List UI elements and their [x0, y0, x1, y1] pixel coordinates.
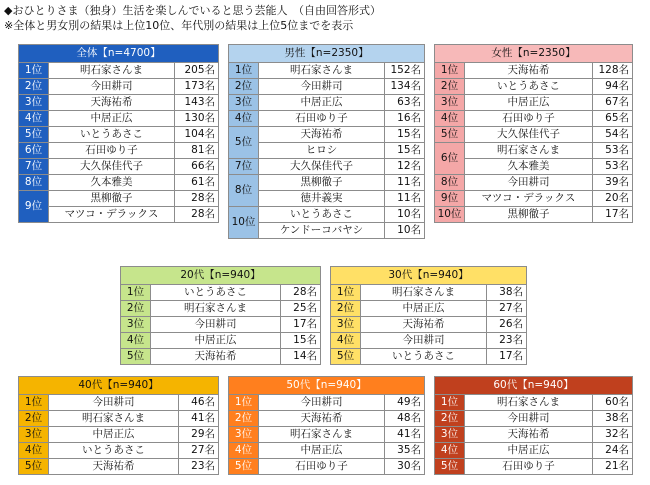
name-cell: ヒロシ: [259, 143, 385, 159]
rank-cell: 3位: [19, 95, 49, 111]
name-cell: 黒柳徹子: [259, 175, 385, 191]
count-cell: 29名: [179, 427, 219, 443]
name-cell: 今田耕司: [465, 411, 593, 427]
count-cell: 67名: [593, 95, 633, 111]
name-cell: 久本雅美: [465, 159, 593, 175]
name-cell: 今田耕司: [465, 175, 593, 191]
rank-cell: 1位: [229, 395, 259, 411]
count-cell: 28名: [281, 285, 321, 301]
note-line: ※全体と男女別の結果は上位10位、年代別の結果は上位5位までを表示: [4, 19, 354, 32]
count-cell: 20名: [593, 191, 633, 207]
count-cell: 27名: [487, 301, 527, 317]
name-cell: マツコ・デラックス: [465, 191, 593, 207]
rank-cell: 6位: [19, 143, 49, 159]
name-cell: 明石家さんま: [259, 63, 385, 79]
table-female: [434, 44, 633, 223]
table-20s: [120, 266, 321, 365]
name-cell: 大久保佳代子: [259, 159, 385, 175]
rank-cell: 3位: [331, 317, 361, 333]
name-cell: 天海祐希: [49, 459, 179, 475]
name-cell: 今田耕司: [151, 317, 281, 333]
rank-cell: 1位: [331, 285, 361, 301]
count-cell: 17名: [593, 207, 633, 223]
count-cell: 24名: [593, 443, 633, 459]
rank-cell: 2位: [331, 301, 361, 317]
table-50s: [228, 376, 425, 475]
rank-cell: 1位: [121, 285, 151, 301]
name-cell: 天海祐希: [361, 317, 487, 333]
count-cell: 15名: [281, 333, 321, 349]
name-cell: 中居正広: [49, 111, 175, 127]
count-cell: 134名: [385, 79, 425, 95]
name-cell: 明石家さんま: [465, 395, 593, 411]
count-cell: 53名: [593, 159, 633, 175]
table-header: 男性【n=2350】: [229, 45, 425, 63]
rank-cell: 3位: [435, 95, 465, 111]
name-cell: 石田ゆり子: [465, 111, 593, 127]
rank-cell: 7位: [19, 159, 49, 175]
table-male: [228, 44, 425, 239]
rank-cell: 5位: [435, 459, 465, 475]
rank-cell: 2位: [229, 79, 259, 95]
table-header: 20代【n=940】: [121, 267, 321, 285]
count-cell: 11名: [385, 175, 425, 191]
name-cell: 天海祐希: [151, 349, 281, 365]
rank-cell: 1位: [19, 395, 49, 411]
count-cell: 53名: [593, 143, 633, 159]
rank-cell: 7位: [229, 159, 259, 175]
name-cell: 中居正広: [465, 443, 593, 459]
name-cell: 今田耕司: [259, 395, 385, 411]
name-cell: マツコ・デラックス: [49, 207, 175, 223]
rank-cell: 4位: [19, 443, 49, 459]
name-cell: いとうあさこ: [361, 349, 487, 365]
name-cell: 石田ゆり子: [259, 111, 385, 127]
rank-cell: 3位: [435, 427, 465, 443]
rank-cell: 10位: [435, 207, 465, 223]
rank-cell: 3位: [19, 427, 49, 443]
rank-cell: 4位: [19, 111, 49, 127]
name-cell: 明石家さんま: [151, 301, 281, 317]
name-cell: 大久保佳代子: [465, 127, 593, 143]
name-cell: 黒柳徹子: [465, 207, 593, 223]
count-cell: 152名: [385, 63, 425, 79]
count-cell: 39名: [593, 175, 633, 191]
count-cell: 26名: [487, 317, 527, 333]
count-cell: 60名: [593, 395, 633, 411]
count-cell: 27名: [179, 443, 219, 459]
name-cell: 石田ゆり子: [259, 459, 385, 475]
count-cell: 173名: [175, 79, 219, 95]
table-header: 60代【n=940】: [435, 377, 633, 395]
count-cell: 23名: [179, 459, 219, 475]
table-header: 30代【n=940】: [331, 267, 527, 285]
rank-cell: 2位: [435, 411, 465, 427]
rank-cell: 5位: [229, 127, 259, 159]
rank-cell: 3位: [229, 427, 259, 443]
name-cell: 中居正広: [259, 95, 385, 111]
rank-cell: 5位: [121, 349, 151, 365]
name-cell: 中居正広: [259, 443, 385, 459]
count-cell: 38名: [593, 411, 633, 427]
count-cell: 41名: [179, 411, 219, 427]
rank-cell: 4位: [435, 111, 465, 127]
count-cell: 66名: [175, 159, 219, 175]
count-cell: 143名: [175, 95, 219, 111]
name-cell: 明石家さんま: [465, 143, 593, 159]
count-cell: 63名: [385, 95, 425, 111]
name-cell: 石田ゆり子: [465, 459, 593, 475]
name-cell: 明石家さんま: [49, 63, 175, 79]
rank-cell: 1位: [435, 395, 465, 411]
count-cell: 14名: [281, 349, 321, 365]
count-cell: 130名: [175, 111, 219, 127]
count-cell: 38名: [487, 285, 527, 301]
rank-cell: 5位: [19, 127, 49, 143]
name-cell: 今田耕司: [49, 79, 175, 95]
count-cell: 205名: [175, 63, 219, 79]
name-cell: いとうあさこ: [465, 79, 593, 95]
count-cell: 41名: [385, 427, 425, 443]
count-cell: 23名: [487, 333, 527, 349]
rank-cell: 9位: [435, 191, 465, 207]
rank-cell: 1位: [435, 63, 465, 79]
count-cell: 17名: [281, 317, 321, 333]
name-cell: 明石家さんま: [259, 427, 385, 443]
table-40s: [18, 376, 219, 475]
name-cell: 大久保佳代子: [49, 159, 175, 175]
count-cell: 21名: [593, 459, 633, 475]
title-line: ◆おひとりさま（独身）生活を楽しんでいると思う芸能人 （自由回答形式）: [4, 4, 381, 17]
table-header: 女性【n=2350】: [435, 45, 633, 63]
rank-cell: 8位: [19, 175, 49, 191]
rank-cell: 1位: [19, 63, 49, 79]
rank-cell: 6位: [435, 143, 465, 175]
rank-cell: 8位: [229, 175, 259, 207]
count-cell: 128名: [593, 63, 633, 79]
name-cell: 久本雅美: [49, 175, 175, 191]
rank-cell: 9位: [19, 191, 49, 223]
name-cell: 天海祐希: [259, 411, 385, 427]
name-cell: 中居正広: [361, 301, 487, 317]
rank-cell: 4位: [435, 443, 465, 459]
rank-cell: 3位: [229, 95, 259, 111]
name-cell: 中居正広: [151, 333, 281, 349]
name-cell: 中居正広: [465, 95, 593, 111]
count-cell: 11名: [385, 191, 425, 207]
count-cell: 61名: [175, 175, 219, 191]
name-cell: いとうあさこ: [49, 443, 179, 459]
rank-cell: 2位: [19, 79, 49, 95]
count-cell: 10名: [385, 223, 425, 239]
name-cell: 黒柳徹子: [49, 191, 175, 207]
rank-cell: 3位: [121, 317, 151, 333]
rank-cell: 4位: [331, 333, 361, 349]
name-cell: 徳井義実: [259, 191, 385, 207]
count-cell: 25名: [281, 301, 321, 317]
name-cell: 石田ゆり子: [49, 143, 175, 159]
name-cell: 天海祐希: [259, 127, 385, 143]
table-60s: [434, 376, 633, 475]
rank-cell: 1位: [229, 63, 259, 79]
rank-cell: 4位: [229, 443, 259, 459]
table-header: 50代【n=940】: [229, 377, 425, 395]
count-cell: 15名: [385, 127, 425, 143]
count-cell: 35名: [385, 443, 425, 459]
count-cell: 32名: [593, 427, 633, 443]
count-cell: 10名: [385, 207, 425, 223]
name-cell: 今田耕司: [49, 395, 179, 411]
table-30s: [330, 266, 527, 365]
count-cell: 12名: [385, 159, 425, 175]
rank-cell: 2位: [121, 301, 151, 317]
count-cell: 30名: [385, 459, 425, 475]
count-cell: 48名: [385, 411, 425, 427]
rank-cell: 5位: [331, 349, 361, 365]
count-cell: 28名: [175, 207, 219, 223]
count-cell: 28名: [175, 191, 219, 207]
rank-cell: 10位: [229, 207, 259, 239]
table-header: 40代【n=940】: [19, 377, 219, 395]
rank-cell: 5位: [19, 459, 49, 475]
table-total: [18, 44, 219, 223]
name-cell: 中居正広: [49, 427, 179, 443]
count-cell: 15名: [385, 143, 425, 159]
name-cell: 天海祐希: [465, 427, 593, 443]
count-cell: 54名: [593, 127, 633, 143]
name-cell: いとうあさこ: [259, 207, 385, 223]
name-cell: 天海祐希: [49, 95, 175, 111]
count-cell: 46名: [179, 395, 219, 411]
count-cell: 17名: [487, 349, 527, 365]
rank-cell: 2位: [19, 411, 49, 427]
name-cell: 今田耕司: [361, 333, 487, 349]
rank-cell: 5位: [435, 127, 465, 143]
count-cell: 104名: [175, 127, 219, 143]
rank-cell: 4位: [229, 111, 259, 127]
rank-cell: 4位: [121, 333, 151, 349]
count-cell: 16名: [385, 111, 425, 127]
count-cell: 81名: [175, 143, 219, 159]
table-header: 全体【n=4700】: [19, 45, 219, 63]
count-cell: 65名: [593, 111, 633, 127]
rank-cell: 5位: [229, 459, 259, 475]
count-cell: 94名: [593, 79, 633, 95]
name-cell: 今田耕司: [259, 79, 385, 95]
name-cell: 明石家さんま: [361, 285, 487, 301]
rank-cell: 2位: [229, 411, 259, 427]
count-cell: 49名: [385, 395, 425, 411]
name-cell: 明石家さんま: [49, 411, 179, 427]
name-cell: いとうあさこ: [151, 285, 281, 301]
name-cell: ケンドーコバヤシ: [259, 223, 385, 239]
name-cell: 天海祐希: [465, 63, 593, 79]
rank-cell: 2位: [435, 79, 465, 95]
name-cell: いとうあさこ: [49, 127, 175, 143]
rank-cell: 8位: [435, 175, 465, 191]
